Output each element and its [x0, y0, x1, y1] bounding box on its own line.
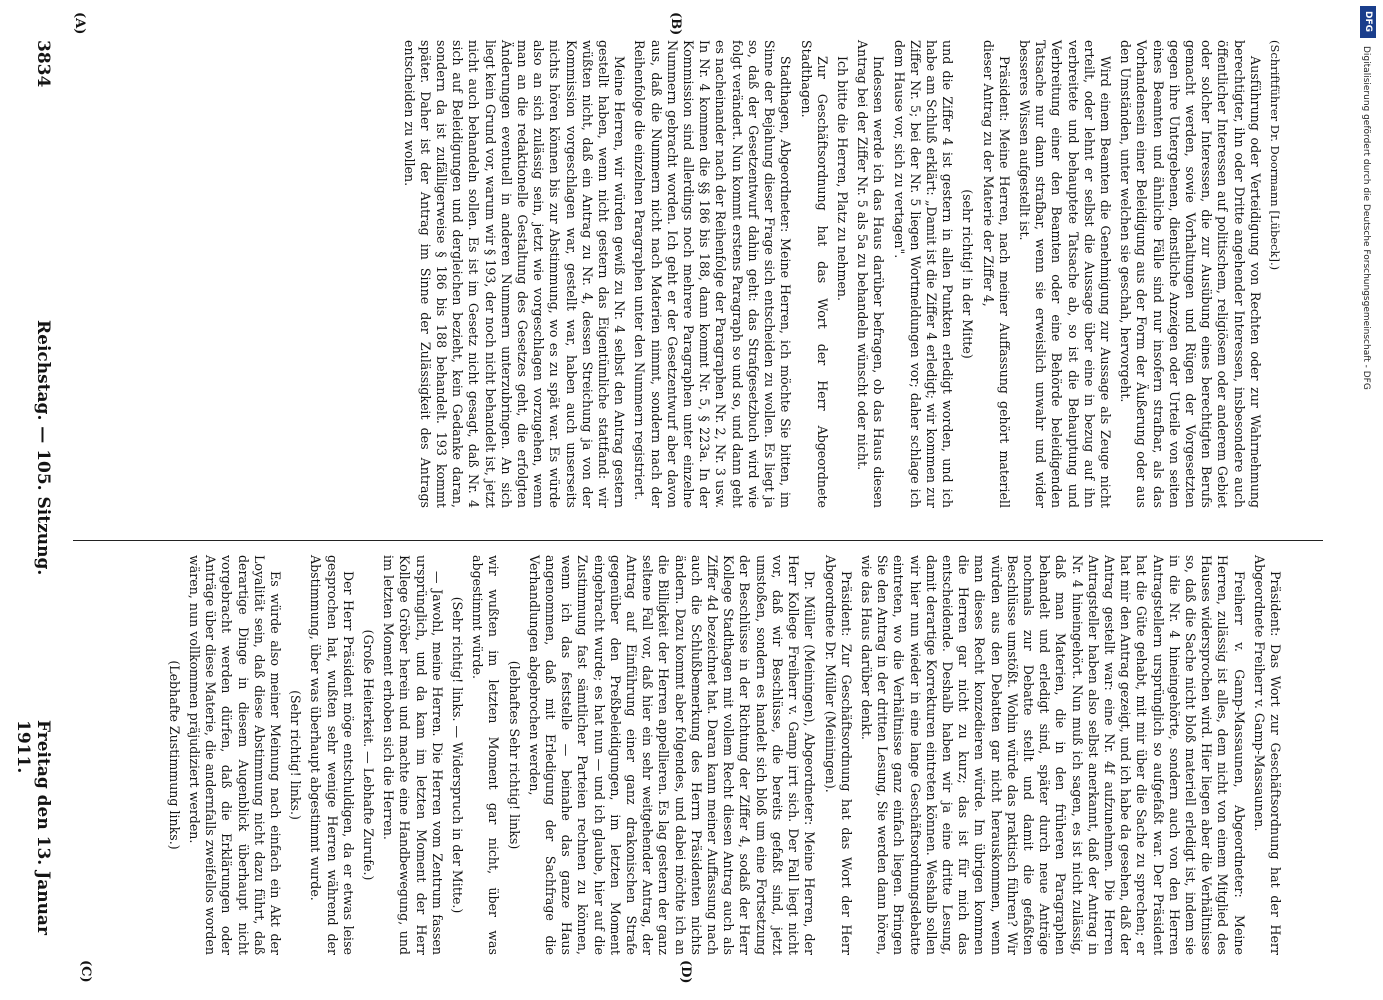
left-column	[396, 40, 1283, 508]
paragraph: (Schriftführer Dr. Doormann [Lübeck].)	[1268, 40, 1282, 271]
right-column	[162, 555, 1283, 955]
paragraph: Zur Geschäftsordnung hat das Wort der Herr Abgeordnete Stadthagen.	[798, 40, 830, 508]
paragraph: — Jawohl, meine Herren. Die Herren vom Zentrum fassen ursprünglich, und da kam im letzten Moment der Herr Kollege Gröber herein und machte eine Handbewegung, und im letzten Moment erhoben sich die Herren.	[381, 555, 445, 955]
session-date: Freitag den 13. Januar 1911.	[13, 720, 53, 935]
interjection: (Lebhafte Zustimmung links.)	[166, 660, 182, 850]
digitization-credit	[1357, 6, 1379, 996]
paragraph: Der Herr Präsident möge entschuldigen, da er etwas leise gesprochen hat, wußten sehr wenige Herren während der Abstimmung, über was überhaupt abgestimmt wurde.	[308, 555, 356, 955]
interjection: (sehr richtig! in der Mitte)	[960, 189, 976, 359]
margin-mark-c: (C)	[78, 960, 93, 983]
paragraph: Präsident: Meine Herren, nach meiner Auffassung gehört materiell dieser Antrag zu der Materie der Ziffer 4,	[980, 40, 1012, 508]
paragraph: Freiherr v. Gamp-Massaunen, Abgeordneter: Meine Herren, zulässig ist alles, dem nicht von einem Mitglied des Hauses widersprochen wird. Hier liegen aber die Verhältnisse so, daß die Sache nicht bloß materiell erledigt ist, indem sie in die Nr. 4 hineingehörte, sondern auch von den Herren Antragstellern ursprünglich so aufgefaßt war. Der Präsident hat die Güte gehabt, mit mir über die Sache zu sprechen; er hat mir den Antrag gezeigt, und ich habe da gesehen, daß der Antrag gestellt war: eine Nr. 4f aufzunehmen. Die Herren Antragsteller haben also selbst anerkannt, daß der Antrag in Nr. 4 hineingehört. Nun muß ich sagen, es ist nicht zulässig, daß man Materien, die in den früheren Paragraphen behandelt und erledigt sind, später durch neue Anträge nochmals zur Debatte stellt und damit die gefaßten Beschlüsse umstößt. Wohin würde das praktisch führen? Wir würden aus den Debatten gar nicht herauskommen, wenn man dieses Recht konzedieren würde. Im übrigen kommen die Herren gar nicht zu kurz; das ist für mich das entscheidende. Deshalb haben wir ja eine dritte Lesung, damit derartige Korrekturen eintreten können. Weshalb sollen wir hier nun wieder in eine lange Geschäftsordnungsdebatte eintreten, wo die Verhältnisse ganz einfach liegen. Bringen Sie den Antrag in der dritten Lesung, Sie werden dann hören, wie das Haus darüber denkt.	[858, 555, 1247, 955]
running-header	[13, 40, 57, 970]
session-title: Reichstag. — 105. Sitzung.	[33, 320, 53, 576]
paragraph: Es würde also meiner Meinung nach einfach ein Akt der Loyalität sein, daß diese Abstimmung nicht dazu führt, daß derartige Dinge in diesem Augenblick überhaupt nicht vorgebracht werden dürfen, daß die Erklärungen oder Anträge über diese Materie, die andernfalls zweifellos worden wären, nun vollkommen präjudiziert werden.	[187, 555, 284, 955]
paragraph: Ausführung oder Verteidigung von Rechten oder zur Wahrnehmung berechtigter, ihn oder Dritte angehender Interessen, insbesondere auch öffentlicher Interessen auf politischem, religiösem oder anderem Gebiet oder solcher Interessen, die zur Ausübung eines berechtigten Berufs gemacht werden, sowie Vorhaltungen und Rügen der Vorgesetzten gegen ihre Untergebenen, dienstliche Anzeigen oder Urteile von seiten eines Beamten und ähnliche Fälle sind nur insofern strafbar, als das Vorhandensein einer Beleidigung aus der Form der Äußerung oder aus den Umständen, unter welchen sie geschah, hervorgeht.	[1118, 40, 1263, 508]
paragraph: Ich bitte die Herren, Platz zu nehmen.	[834, 56, 850, 302]
paragraph: Stadthagen, Abgeordneter: Meine Herren, ich möchte Sie bitten, im Sinne der Bejahung dieser Frage sich entscheiden zu wollen. Es liegt ja so, daß der Gesetzentwurf dahin geht: das Strafgesetzbuch wird wie folgt verändert. Nun kommt erstens Paragraph so und so, und dann geht es nacheinander nach der Reihenfolge der Paragraphen Nr. 2, Nr. 3 usw. In Nr. 4 kommen die §§ 186 bis 188, dann kommt Nr. 5, § 223a. In der Kommission sind allerdings noch mehrere Paragraphen unter einzelne Nummern gebracht worden. Ich geht er der Gesetzentwurf aber davon aus, daß die Nummern nicht nach Materien nimmt, sondern nach der Reihenfolge die einzelnen Paragraphen unter den Nummern registriert.	[632, 40, 794, 508]
paragraph: Präsident: Zur Geschäftsordnung hat das Wort der Herr Abgeordnete Dr. Müller (Meiningen).	[822, 555, 854, 955]
paragraph: wir wußten im letzten Moment gar nicht, über was abgestimmt würde.	[470, 555, 502, 955]
dfg-logo: DFG	[1360, 6, 1376, 38]
interjection: (Sehr richtig! links. — Widerspruch in der Mitte.)	[450, 596, 466, 914]
interjection: (Sehr richtig! links.)	[288, 690, 304, 820]
column-divider	[73, 540, 1323, 541]
margin-mark-d: (D)	[678, 960, 693, 984]
paragraph: Präsident: Das Wort zur Geschäftsordnung hat der Herr Abgeordnete Freiherr v. Gamp-Massaunen.	[1251, 555, 1283, 955]
credit-text: Digitalisierung gefördert durch die Deutsche Forschungsgemeinschaft - DFG	[1361, 46, 1371, 390]
interjection: (lebhaftes Sehr richtig! links)	[506, 660, 522, 850]
margin-mark-a: (A)	[72, 12, 87, 35]
paragraph: und die Ziffer 4 ist gestern in allen Punkten erledigt worden, und ich habe am Schluß erklärt: „Damit ist die Ziffer 4 erledigt; wir kommen zur Ziffer Nr. 5; bei der Nr. 5 liegen Wortmeldungen vor; daher schlage ich dem Hause vor, sich zu vertagen".	[891, 40, 956, 508]
paragraph: Indessen werde ich das Haus darüber befragen, ob das Haus diesen Antrag bei der Ziffer Nr. 5 als 5a zu behandeln wünscht oder nicht.	[855, 40, 887, 508]
paragraph: Wird einem Beamten die Genehmigung zur Aussage als Zeuge nicht erteilt, oder lehnt er selbst die Aussage über eine in bezug auf ihn verbreitete und behauptete Tatsache ab, so ist die Behauptung und Verbreitung einer den Beamten oder eine Behörde beleidigenden Tatsache nur dann strafbar, wenn sie erweislich unwahr und wider besseres Wissen aufgestellt ist.	[1016, 40, 1113, 508]
paragraph: Meine Herren, wir würden gewiß zu Nr. 4 selbst den Antrag gestern gestellt haben, wenn nicht gestern das Eigentümliche stattfand: wir wüßten nicht, daß ein Antrag zu Nr. 4, dessen Streichung ja von der Kommission vorgeschlagen war, gestellt war, haben auch unserseits nichts hören können bis zur Abstimmung, wo es zu spät war. Es würde also an sich zulässig sein, jetzt wie vorgeschlagen vorzugehen, wenn man an die redaktionelle Gestaltung des Gesetzes geht, die erfolgten Änderungen eventuell in anderen Nummern unterzubringen. An sich liegt kein Grund vor, warum wir § 193, der noch nicht behandelt ist, jetzt nicht auch behandeln sollen. Es ist im Gesetz nicht gesagt, daß Nr. 4 sich auf Beleidigungen und dergleichen bezieht, kein Gedanke daran, sondern da ist zufälligerweise § 186 bis 188 behandelt. 193 kommt später. Daher ist der Antrag im Sinne der Zulässigkeit des Antrags entscheiden zu wollen.	[401, 40, 628, 508]
interjection: (Große Heiterkeit. — Lebhafte Zurufe.)	[361, 629, 377, 881]
margin-mark-b: (B)	[668, 12, 683, 36]
paragraph: Dr. Müller (Meiningen), Abgeordneter: Meine Herren, der Herr Kollege Freiherr v. Gamp irrt sich. Der Fall liegt nicht vor, daß wir Beschlüsse, die bereits gefaßt sind, jetzt umstoßen, sondern es handelt sich bloß um eine Fortsetzung der Beschlüsse in der Richtung der Ziffer 4, sodaß der Herr Kollege Stadthagen mit vollem Recht diesen Antrag auch als Ziffer 4d bezeichnet hat. Daran kann meiner Auffassung nach auch die Schlußbemerkung des Herrn Präsidenten nichts ändern. Dazu kommt aber folgendes, und dabei möchte ich an die Billigkeit der Herren appellieren. Es lag gestern der ganz seltene Fall vor, daß hier ein sehr weitgehender Antrag, der Antrag auf Einführung einer ganz drakonischen Strafe gegenüber den Preßbeleidigungen, im letzten Moment eingebracht wurde; es hat nun — und ich glaube, hier auf die Zustimmung fast sämtlicher Parteien rechnen zu können, wenn ich das feststelle — beinahe das ganze Haus angenommen, daß mit Erledigung der Sachfrage die Verhandlungen abgebrochen werden,	[526, 555, 818, 955]
page-number: 3834	[33, 40, 53, 88]
